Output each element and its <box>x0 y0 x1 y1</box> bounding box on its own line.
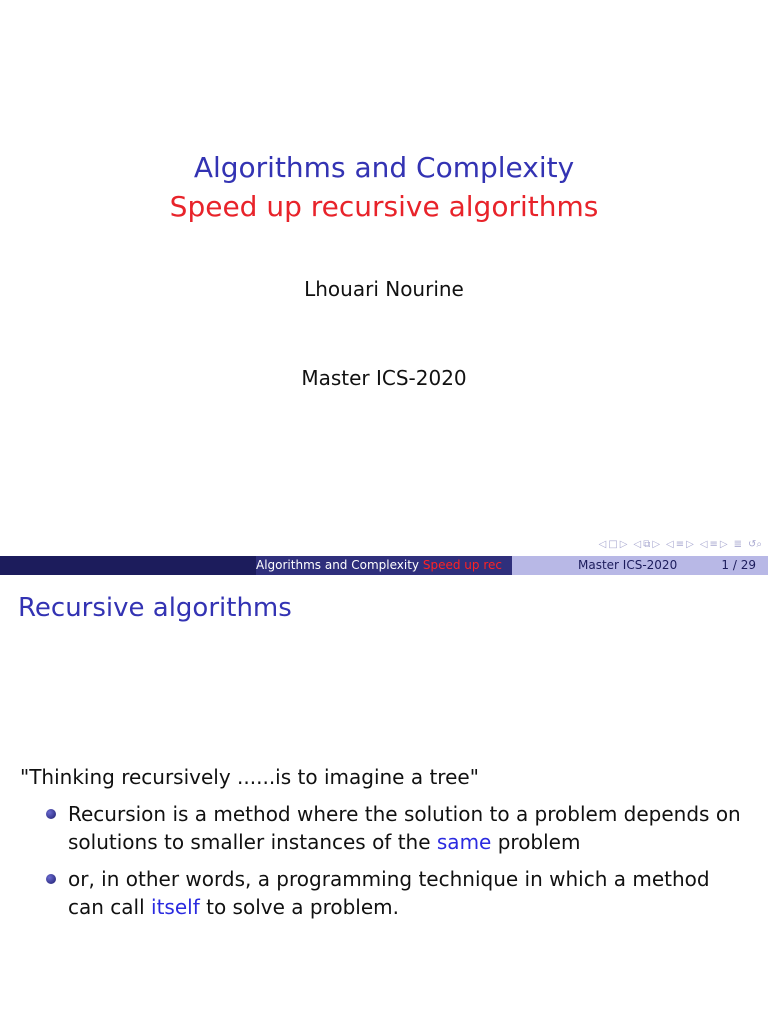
nav-frame-group[interactable] <box>599 540 628 550</box>
frame-icon[interactable]: □ <box>608 539 618 550</box>
arrow-right-icon[interactable]: ▷ <box>686 539 694 550</box>
page-number: 1 / 29 <box>721 558 756 572</box>
highlight-text: itself <box>151 895 200 919</box>
navigation-symbols <box>599 538 762 552</box>
nav-subsection-group[interactable] <box>633 540 660 550</box>
nav-part-group[interactable] <box>700 540 728 550</box>
arrow-left-icon[interactable]: ◁ <box>699 539 708 550</box>
frame-title: Recursive algorithms <box>18 593 292 623</box>
arrow-left-icon[interactable]: ◁ <box>666 539 674 550</box>
bullet-icon <box>46 874 56 884</box>
section-icon[interactable]: ≡ <box>675 539 685 550</box>
presentation-subtitle: Speed up recursive algorithms <box>169 190 599 223</box>
align-icon[interactable]: ≣ <box>733 539 743 550</box>
quote-text: "Thinking recursively ......is to imagine a tree" <box>20 765 479 789</box>
subsection-icon[interactable]: ⧉ <box>643 539 651 550</box>
bullet-list <box>44 800 744 930</box>
bullet-icon <box>46 809 56 819</box>
presentation-title: Algorithms and Complexity <box>193 151 575 184</box>
footer-info-section <box>512 556 768 575</box>
bullet-text: or, in other words, a programming technique in which a method can call <box>68 867 710 919</box>
footer-left-section <box>0 556 256 575</box>
search-icon[interactable]: ↺⌕ <box>748 539 762 550</box>
footer-bar <box>0 556 768 575</box>
bullet-text: Recursion is a method where the solution to a problem depends on solutions to smaller instances of the <box>68 802 741 854</box>
footer-title: Algorithms and Complexity <box>256 558 420 572</box>
author-name: Lhouari Nourine <box>304 277 464 301</box>
arrow-left-icon[interactable]: ◁ <box>598 539 607 550</box>
nav-section-group[interactable] <box>666 540 694 550</box>
highlight-text: same <box>436 830 492 854</box>
arrow-left-icon[interactable]: ◁ <box>633 539 642 550</box>
footer-title-section <box>256 556 512 575</box>
content-slide <box>0 575 768 1024</box>
footer-subtitle: Speed up rec <box>422 558 502 572</box>
section-icon[interactable]: ≡ <box>709 539 718 550</box>
presentation-date: Master ICS-2020 <box>301 366 467 390</box>
arrow-right-icon[interactable]: ▷ <box>719 539 728 550</box>
list-item <box>44 800 744 856</box>
list-item <box>44 865 744 921</box>
arrow-right-icon[interactable]: ▷ <box>619 539 628 550</box>
arrow-right-icon[interactable]: ▷ <box>652 539 661 550</box>
bullet-text: to solve a problem. <box>199 895 399 919</box>
footer-date: Master ICS-2020 <box>578 558 678 572</box>
bullet-text: problem <box>491 830 581 854</box>
